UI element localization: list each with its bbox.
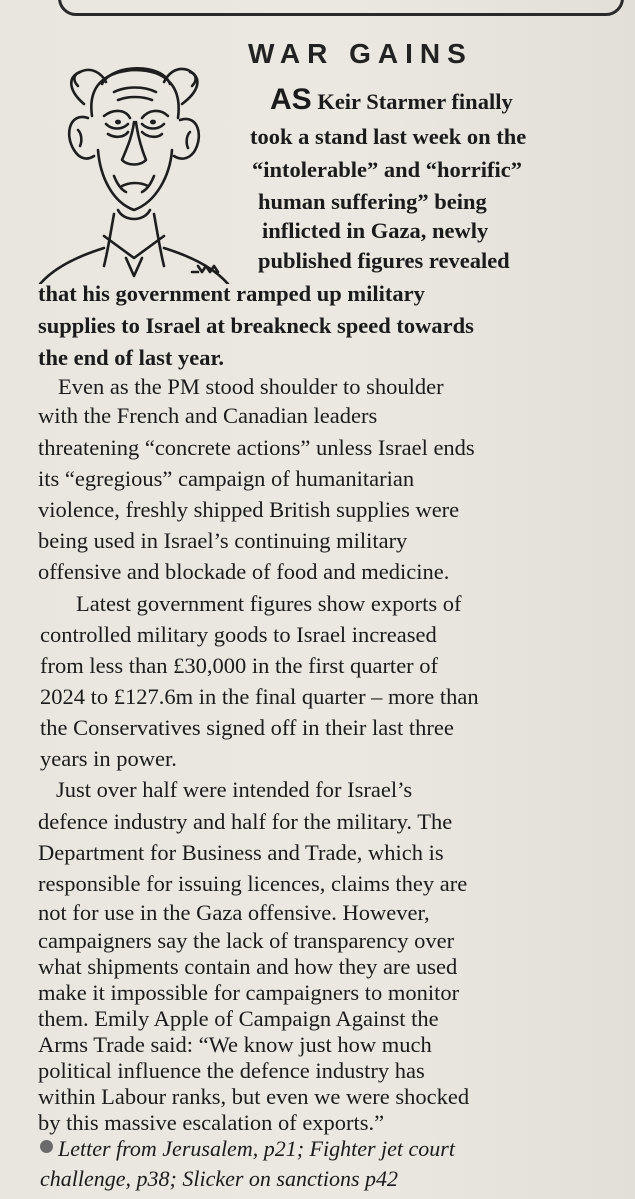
paragraph-1-line-3: “intolerable” and “horrific”: [252, 157, 522, 182]
paragraph-4-line-4: responsible for issuing licences, claims they are: [38, 871, 468, 896]
paragraph-3-line-6: years in power.: [40, 746, 177, 771]
paragraph-4-line-3: Department for Business and Trade, which is: [38, 840, 444, 865]
paragraph-4-line-2: defence industry and half for the military. The: [38, 809, 453, 834]
paragraph-4-line-1: Just over half were intended for Israel’s: [56, 777, 413, 802]
paragraph-4-line-12: within Labour ranks, but even we were shocked: [38, 1084, 470, 1109]
paragraph-4-line-10: Arms Trade said: “We know just how much: [38, 1032, 432, 1057]
paragraph-2-line-4: its “egregious” campaign of humanitarian: [38, 466, 415, 491]
paragraph-1-line-9: the end of last year.: [38, 345, 225, 370]
paragraph-2-line-5: violence, freshly shipped British supplies were: [38, 497, 460, 522]
paragraph-1-line-8: supplies to Israel at breakneck speed towards: [38, 313, 474, 338]
paragraph-2-line-1: Even as the PM stood shoulder to shoulder: [58, 374, 444, 399]
paragraph-4-line-7: what shipments contain and how they are used: [38, 954, 458, 979]
paragraph-4-line-9: them. Emily Apple of Campaign Against the: [38, 1006, 439, 1031]
paragraph-2-line-3: threatening “concrete actions” unless Israel ends: [38, 435, 475, 460]
cross-reference-note-line-2: challenge, p38; Slicker on sanctions p42: [40, 1166, 399, 1191]
paragraph-3-line-1: Latest government figures show exports of: [76, 591, 462, 616]
cross-reference-note-line-1: Letter from Jerusalem, p21; Fighter jet court: [58, 1136, 455, 1161]
paragraph-4-line-6: campaigners say the lack of transparency over: [38, 928, 455, 953]
paragraph-2-line-6: being used in Israel’s continuing military: [38, 528, 408, 553]
paragraph-3-line-4: 2024 to £127.6m in the final quarter – more than: [40, 684, 479, 709]
paragraph-3-line-3: from less than £30,000 in the first quarter of: [40, 653, 439, 678]
paragraph-2-line-7: offensive and blockade of food and medicine.: [38, 559, 450, 584]
paragraph-1-line-4: human suffering” being: [258, 189, 487, 214]
paragraph-1-line-1: AS Keir Starmer finally: [270, 83, 513, 116]
paragraph-4-line-5: not for use in the Gaza offensive. However,: [38, 900, 430, 925]
dropcap: AS: [270, 83, 312, 116]
paragraph-1-line-6: published figures revealed: [258, 248, 510, 273]
paragraph-3-line-2: controlled military goods to Israel increased: [40, 622, 437, 647]
bullet-dot-icon: [40, 1140, 53, 1153]
paragraph-4-line-13: by this massive escalation of exports.”: [38, 1110, 385, 1135]
paragraph-4-line-11: political influence the defence industry has: [38, 1058, 425, 1083]
paragraph-4-line-8: make it impossible for campaigners to monitor: [38, 980, 460, 1005]
caricature-cartoon-icon: [22, 26, 246, 284]
paragraph-3-line-5: the Conservatives signed off in their last three: [40, 715, 454, 740]
headline: WAR GAINS: [248, 38, 473, 69]
paragraph-1-line-5: inflicted in Gaza, newly: [262, 218, 489, 243]
paragraph-1-line-2: took a stand last week on the: [250, 124, 527, 149]
paragraph-2-line-2: with the French and Canadian leaders: [38, 403, 378, 428]
top-border-frame: [58, 0, 624, 16]
paragraph-1-line-7: that his government ramped up military: [38, 281, 425, 306]
